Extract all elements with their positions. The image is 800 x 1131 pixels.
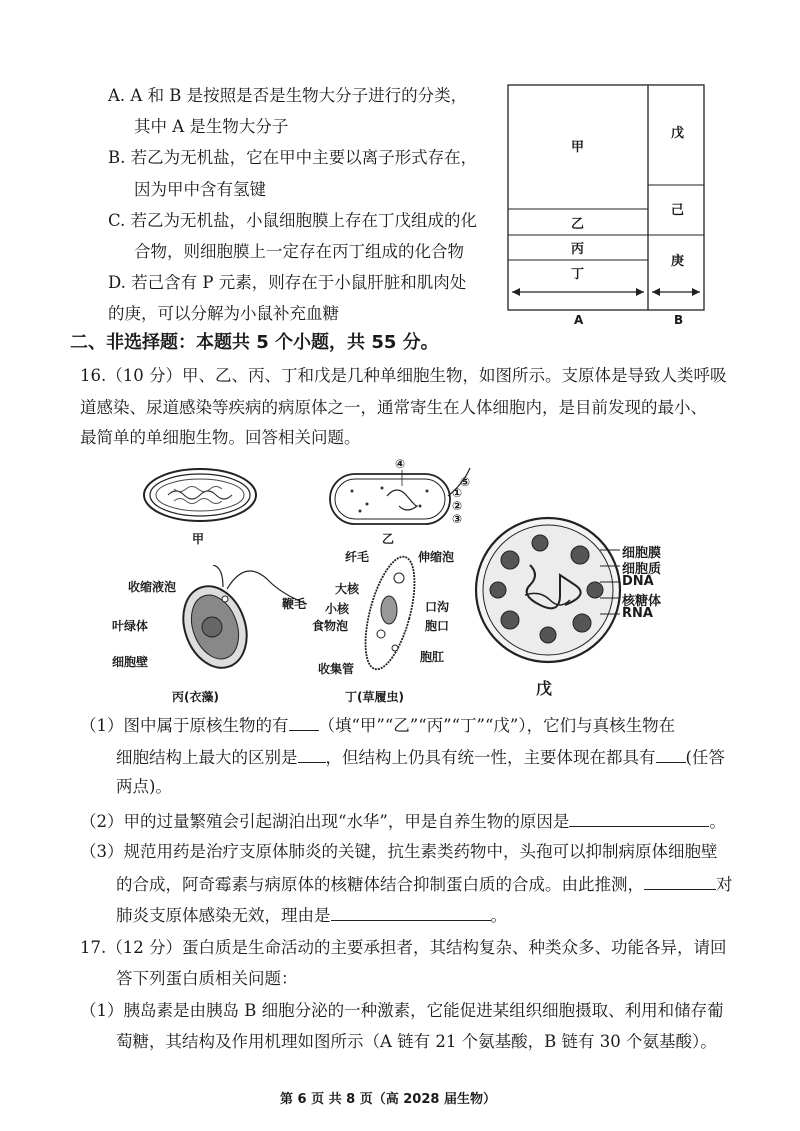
ding-label-macronucleus: 大核 (335, 582, 360, 596)
bing-label-contractile-vacuole: 收缩液泡 (128, 580, 177, 594)
ding-label-food-vacuole: 食物泡 (312, 619, 349, 633)
wu-label-cytoplasm: 细胞质 (622, 562, 662, 577)
option-a-line2: 其中 A 是生物大分子 (134, 117, 289, 136)
caption-yi: 乙 (382, 532, 395, 546)
answer-blank[interactable] (298, 746, 326, 763)
option-c-line2: 合物，则细胞膜上一定存在丙丁组成的化合物 (134, 242, 464, 261)
caption-ding: 丁(草履虫) (345, 690, 404, 704)
ding-label-micronucleus: 小核 (325, 602, 350, 616)
yi-marker-5: ⑤ (460, 475, 471, 489)
organism-jia-drawing (140, 465, 260, 525)
box-label-ji: 己 (671, 203, 685, 218)
organism-ding-drawing (355, 548, 425, 678)
classification-box-diagram (500, 80, 720, 335)
q17-stem-line1: 17.（12 分）蛋白质是生命活动的主要承担者，其结构复杂、种类众多、功能各异，请回 (80, 938, 727, 957)
wu-label-cell-membrane: 细胞膜 (622, 546, 662, 561)
bing-label-chloroplast: 叶绿体 (112, 619, 149, 633)
q17-stem-line2: 答下列蛋白质相关问题： (116, 969, 298, 988)
box-axis-b: B (674, 313, 684, 327)
option-c-line1: C. 若乙为无机盐，小鼠细胞膜上存在丁戊组成的化 (108, 211, 478, 230)
option-d-line1: D. 若己含有 P 元素，则存在于小鼠肝脏和肌肉处 (108, 273, 467, 292)
q16-sub3-line1: （3）规范用药是治疗支原体肺炎的关键，抗生素类药物中，头孢可以抑制病原体细胞壁 (80, 842, 718, 861)
caption-bing: 丙(衣藻) (172, 690, 219, 704)
option-a-line1: A. A 和 B 是按照是否是生物大分子进行的分类， (108, 86, 468, 105)
box-label-jia: 甲 (571, 140, 585, 155)
answer-blank[interactable] (644, 873, 716, 890)
box-label-wu: 戊 (671, 126, 685, 141)
yi-marker-2: ② (452, 499, 463, 513)
bing-label-cell-wall: 细胞壁 (112, 655, 149, 669)
yi-marker-3: ③ (452, 512, 463, 526)
option-d-line2: 的庚，可以分解为小鼠补充血糖 (108, 304, 339, 323)
wu-leader-lines (600, 540, 622, 620)
ding-label-oral-groove: 口沟 (425, 600, 450, 614)
q16-sub3-line3: 肺炎支原体感染无效，理由是 。 (116, 906, 507, 925)
section-heading: 二、非选择题：本题共 5 个小题，共 55 分。 (70, 332, 439, 353)
ding-label-collecting-canal: 收集管 (318, 662, 355, 676)
organism-bing-drawing (165, 565, 315, 680)
option-b-line2: 因为甲中含有氢键 (134, 180, 266, 199)
caption-wu: 戊 (536, 679, 553, 698)
q17-sub1-line1: （1）胰岛素是由胰岛 B 细胞分泌的一种激素，它能促进某组织细胞摄取、利用和储存葡 (80, 1001, 724, 1020)
page-footer: 第 6 页 共 8 页（高 2028 届生物） (280, 1092, 496, 1107)
caption-jia: 甲 (192, 532, 205, 546)
q16-stem-line2: 道感染、尿道感染等疾病的病原体之一，通常寄生在人体细胞内，是目前发现的最小、 (80, 398, 707, 417)
ding-label-contractile-vacuole: 伸缩泡 (418, 550, 455, 564)
wu-label-ribosome: 核糖体 (622, 594, 662, 609)
q16-stem-line1: 16.（10 分）甲、乙、丙、丁和戊是几种单细胞生物，如图所示。支原体是导致人类呼吸 (80, 366, 727, 385)
answer-blank[interactable] (569, 810, 709, 827)
q16-sub2: （2）甲的过量繁殖会引起湖泊出现“水华”，甲是自养生物的原因是 。 (80, 812, 726, 831)
yi-marker-1: ① (452, 486, 463, 500)
q16-sub1-line3: 两点)。 (116, 777, 172, 796)
yi-marker-4: ④ (395, 457, 406, 471)
box-label-yi: 乙 (571, 217, 585, 232)
bing-label-flagellum: 鞭毛 (282, 597, 307, 611)
box-label-ding: 丁 (571, 267, 585, 282)
answer-blank[interactable] (331, 904, 491, 921)
ding-label-cilia: 纤毛 (345, 550, 370, 564)
box-axis-a: A (574, 313, 584, 327)
ding-label-cytoproct: 胞肛 (420, 650, 445, 664)
q16-sub1-line1: （1）图中属于原核生物的有 （填“甲”“乙”“丙”“丁”“戊”），它们与真核生物在 (80, 716, 676, 735)
box-label-bing: 丙 (571, 242, 585, 257)
option-b-line1: B. 若乙为无机盐，它在甲中主要以离子形式存在， (108, 148, 478, 167)
answer-blank[interactable] (289, 714, 319, 731)
q16-stem-line3: 最简单的单细胞生物。回答相关问题。 (80, 428, 361, 447)
q16-sub1-line2: 细胞结构上最大的区别是 ，但结构上仍具有统一性，主要体现在都具有 (任答 (116, 748, 725, 767)
box-label-geng: 庚 (671, 254, 685, 269)
wu-label-dna: DNA (622, 574, 654, 589)
answer-blank[interactable] (656, 746, 686, 763)
q16-sub3-line2: 的合成，阿奇霉素与病原体的核糖体结合抑制蛋白质的合成。由此推测， 对 (116, 875, 733, 894)
wu-label-rna: RNA (622, 606, 653, 621)
q17-sub1-line2: 萄糖，其结构及作用机理如图所示（A 链有 21 个氨基酸，B 链有 30 个氨基酸）。 (116, 1032, 717, 1051)
ding-label-cytostome: 胞口 (425, 619, 450, 633)
